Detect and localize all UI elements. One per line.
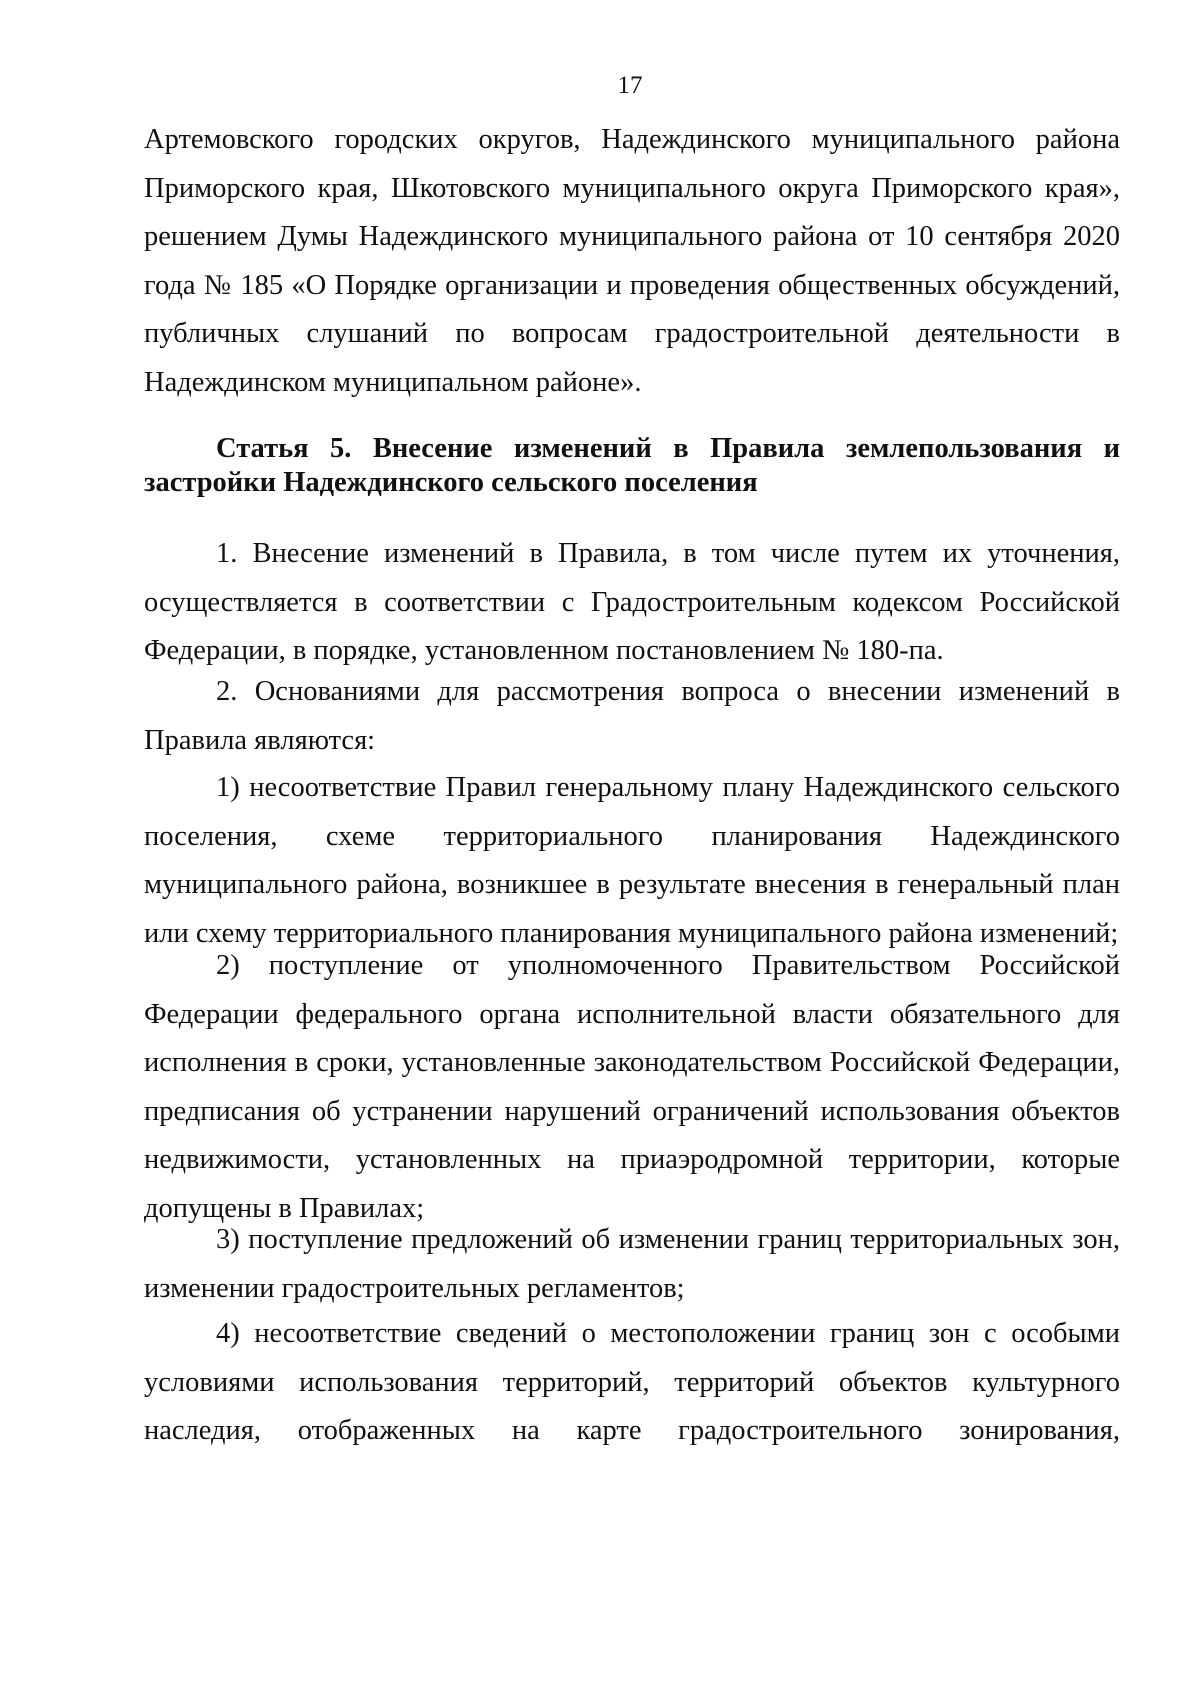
article-heading: Статья 5. Внесение изменений в Правила землепользования и застройки Надеждинского сельского поселения bbox=[144, 433, 1120, 498]
list-item-3: 3) поступление предложений об изменении границ территориальных зон, изменении градостроительных регламентов; bbox=[144, 1224, 1120, 1304]
paragraph-2: 2. Основаниями для рассмотрения вопроса о внесении изменений в Правила являются: bbox=[144, 676, 1120, 756]
paragraph-1: 1. Внесение изменений в Правила, в том числе путем их уточнения, осуществляется в соответствии с Градостроительным кодексом Российской Федерации, в порядке, установленном постановлением № 180-па. bbox=[144, 538, 1120, 666]
list-item-1: 1) несоответствие Правил генеральному плану Надеждинского сельского поселения, схеме территориального планирования Надеждинского муниципального района, возникшее в результате внесения в генеральный план или схему территориального планирования муниципального района изменений; bbox=[144, 772, 1120, 949]
list-item-4: 4) несоответствие сведений о местоположении границ зон с особыми условиями использования территорий, территорий объектов культурного наследия, отображенных на карте градостроительного зонирования, bbox=[144, 1318, 1120, 1446]
page-number: 17 bbox=[617, 72, 643, 99]
list-item-2: 2) поступление от уполномоченного Правительством Российской Федерации федерального органа исполнительной власти обязательного для исполнения в сроки, установленные законодательством Российской Федерации, предписания об устранении нарушений ограничений использования объектов недвижимости, установленных на приаэродромной территории, которые допущены в Правилах; bbox=[144, 950, 1120, 1224]
intro-paragraph: Артемовского городских округов, Надеждинского муниципального района Приморского края, Шкотовского муниципального округа Приморского края», решением Думы Надеждинского муниципального района от 10 сентября 2020 года № 185 «О Порядке организации и проведения общественных обсуждений, публичных слушаний по вопросам градостроительной деятельности в Надеждинском муниципальном районе». bbox=[144, 124, 1120, 398]
